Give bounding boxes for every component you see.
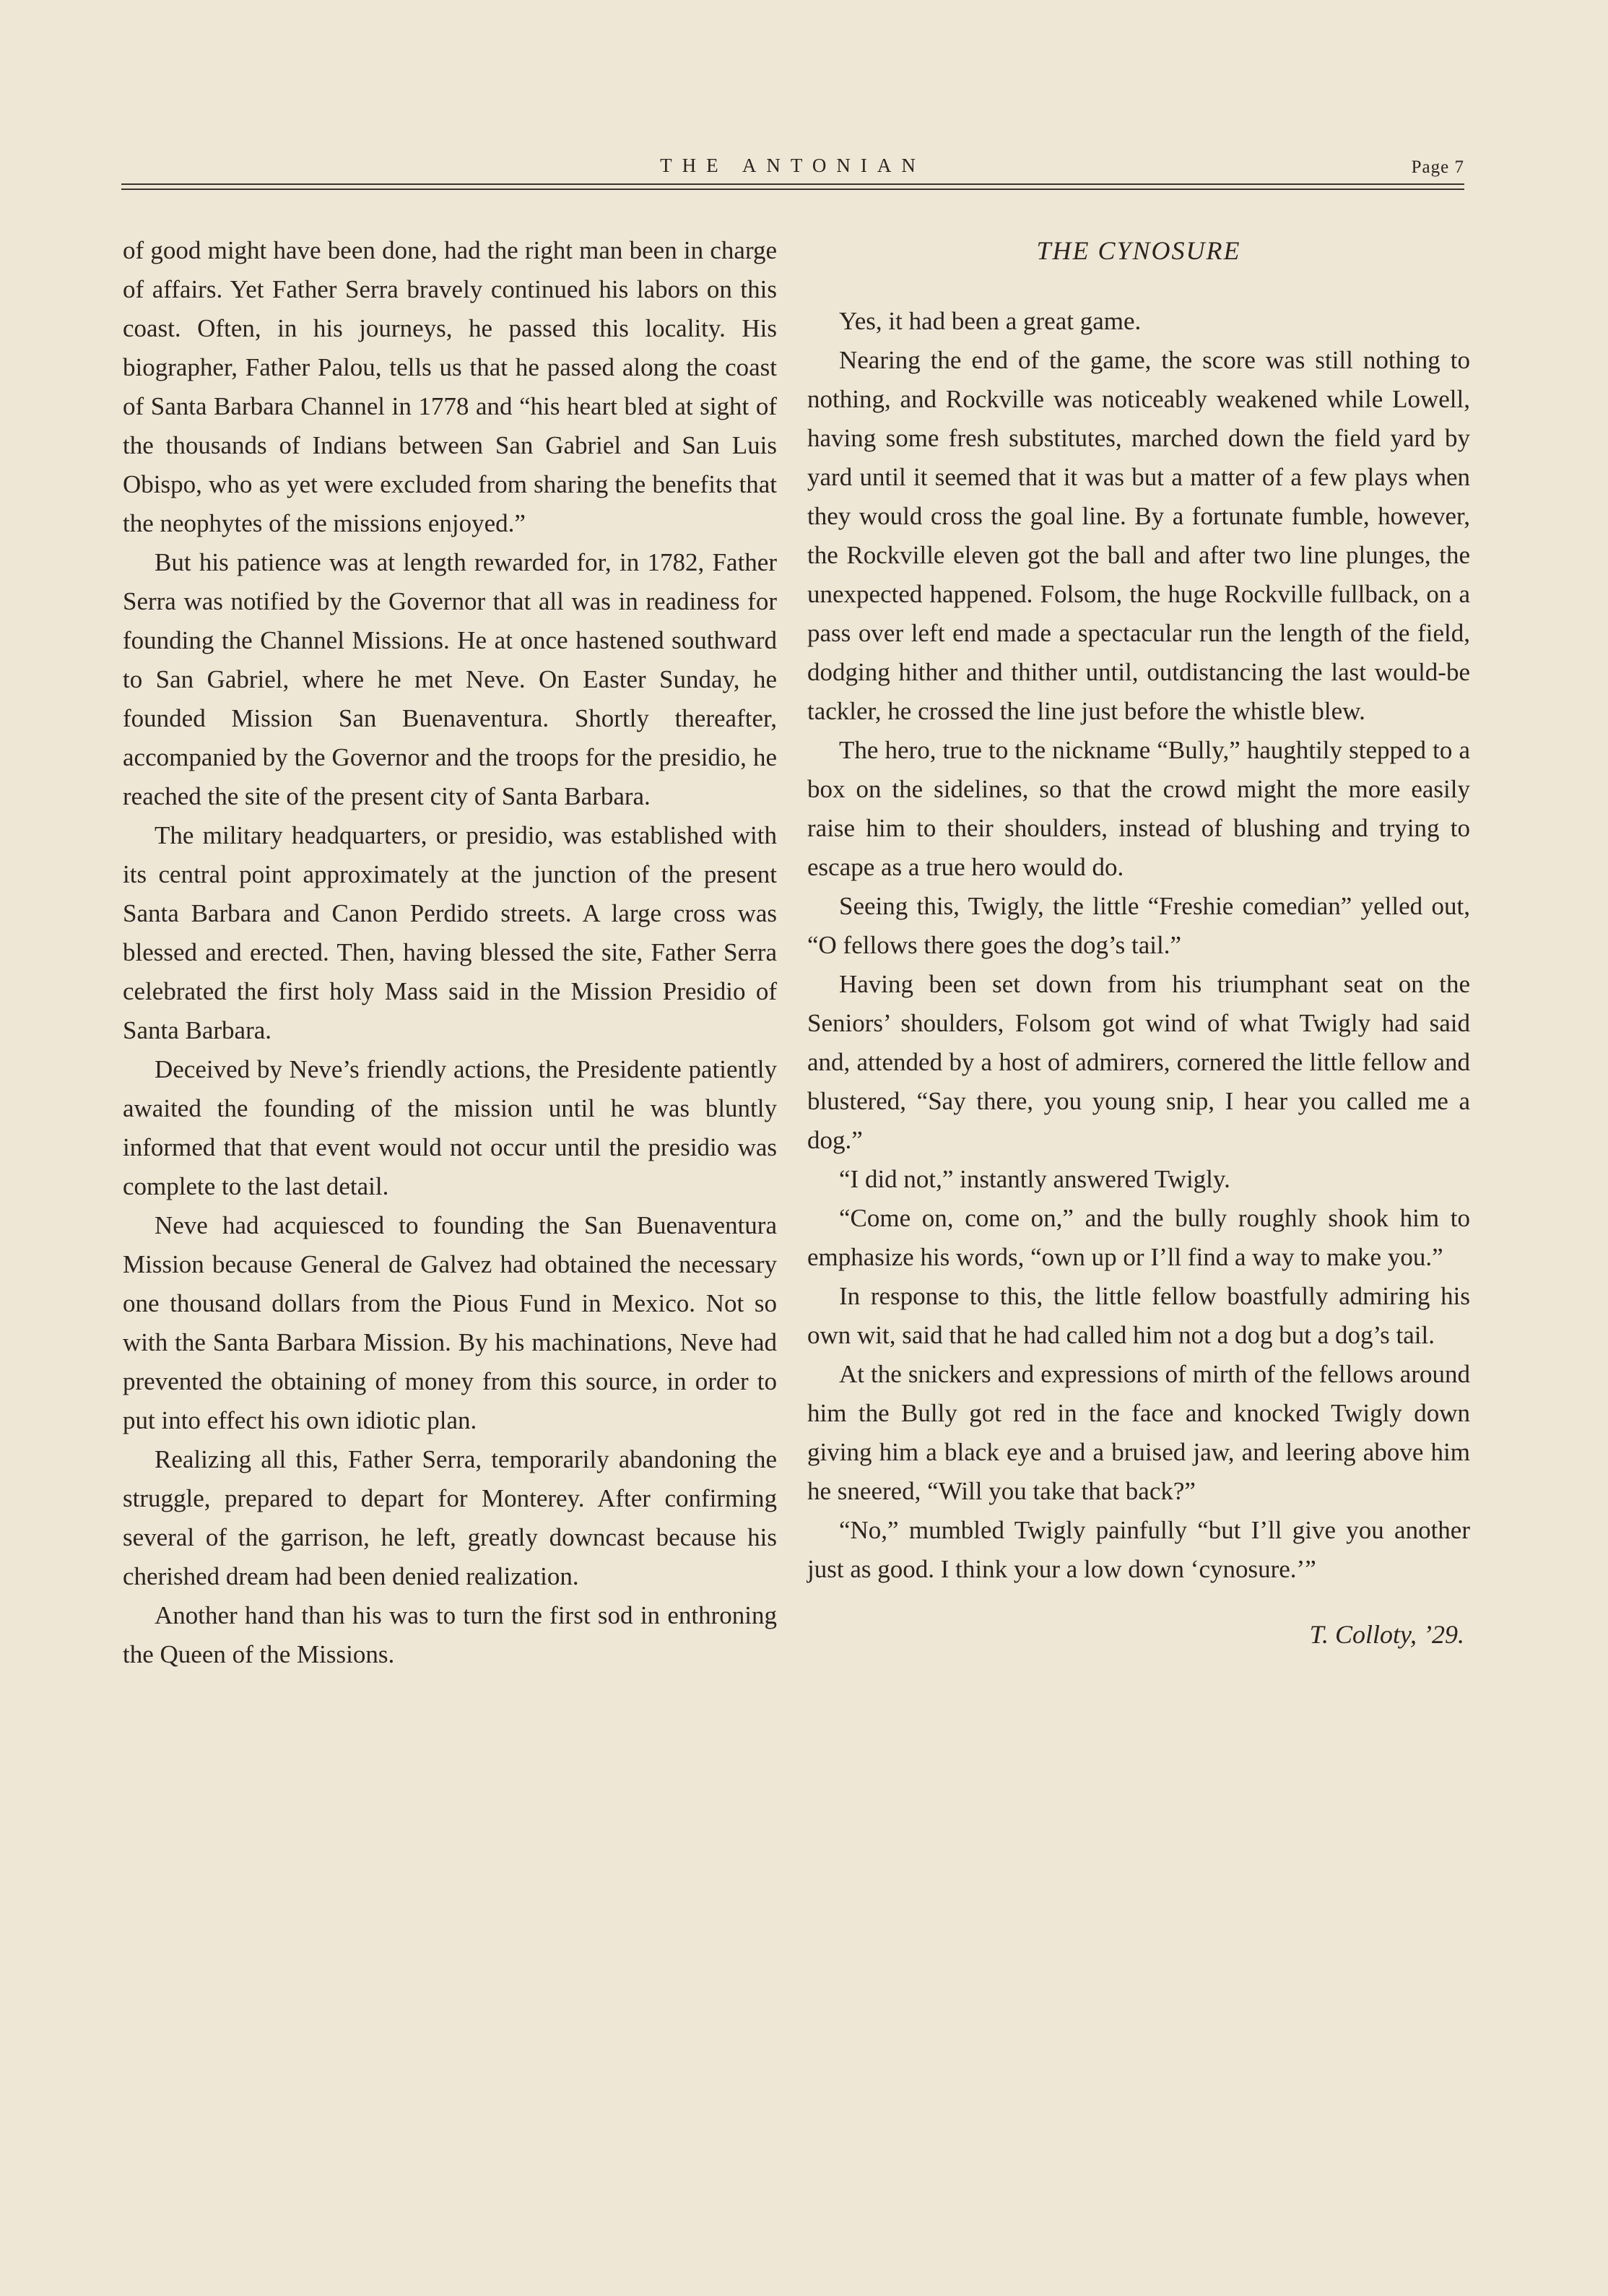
left-paragraph: Neve had acquiesced to founding the San Buenaventura Mission because General de Galvez had obtained the necessary one thousand dollars from the Pious Fund in Mexico. Not so with the Santa Barbara Mission. By his machinations, Neve had prevented the obtaining of money from this source, in order to put into effect his own idiotic plan. xyxy=(123,1211,777,1434)
header-rule-top xyxy=(121,183,1464,185)
left-paragraph: But his patience was at length rewarded for, in 1782, Father Serra was notified by the Governor that all was in readiness for founding the Channel Missions. He at once hastened southward to San Gabriel, where he met Neve. On Easter Sunday, he founded Mission San Buenaventura. Shortly thereafter, accompanied by the Governor and the troops for the presidio, he reached the site of the present city of Santa Barbara. xyxy=(123,548,777,810)
left-column xyxy=(123,231,777,1674)
left-paragraph: of good might have been done, had the right man been in charge of affairs. Yet Father Serra bravely continued his labors on this coast. Often, in his journeys, he passed this locality. His biographer, Father Palou, tells us that he passed along the coast of Santa Barbara Channel in 1778 and “his heart bled at sight of the thousands of Indians between San Gabriel and San Luis Obispo, who as yet were excluded from sharing the benefits that the neophytes of the missions enjoyed.” xyxy=(123,236,777,537)
publication-title: THE ANTONIAN xyxy=(660,155,926,176)
story-paragraph: In response to this, the little fellow boastfully admiring his own wit, said that he had called him not a dog but a dog’s tail. xyxy=(807,1282,1470,1349)
story-paragraph: “No,” mumbled Twigly painfully “but I’ll give you another just as good. I think your a low down ‘cynosure.’” xyxy=(807,1516,1470,1583)
story-paragraph: “I did not,” instantly answered Twigly. xyxy=(839,1165,1230,1193)
author-byline: T. Colloty, ’29. xyxy=(1309,1620,1464,1649)
story-title: THE CYNOSURE xyxy=(1036,236,1241,265)
left-paragraph: Another hand than his was to turn the first sod in enthroning the Queen of the Missions. xyxy=(123,1601,777,1668)
story-paragraph: The hero, true to the nickname “Bully,” haughtily stepped to a box on the sidelines, so that the crowd might the more easily raise him to their shoulders, instead of blushing and trying to escape as a true hero would do. xyxy=(807,736,1470,881)
header-rule-bottom xyxy=(121,189,1464,190)
page-number: Page 7 xyxy=(1411,157,1464,177)
story-paragraph: “Come on, come on,” and the bully roughly shook him to emphasize his words, “own up or I’ll find a way to make you.” xyxy=(807,1204,1470,1271)
story-paragraph: Having been set down from his triumphant seat on the Seniors’ shoulders, Folsom got wind of what Twigly had said and, attended by a host of admirers, cornered the little fellow and blustered, “Say there, you young snip, I hear you called me a dog.” xyxy=(807,970,1470,1154)
story-paragraph: Seeing this, Twigly, the little “Freshie comedian” yelled out, “O fellows there goes the dog’s tail.” xyxy=(807,892,1470,959)
story-paragraph: Yes, it had been a great game. xyxy=(839,307,1142,335)
left-paragraph: Realizing all this, Father Serra, temporarily abandoning the struggle, prepared to depart for Monterey. After confirming several of the garrison, he left, greatly downcast because his cherished dream had been denied realization. xyxy=(123,1445,777,1590)
right-column xyxy=(807,231,1470,1654)
left-paragraph: The military headquarters, or presidio, was established with its central point approximately at the junction of the present Santa Barbara and Canon Perdido streets. A large cross was blessed and erected. Then, having blessed the site, Father Serra celebrated the first holy Mass said in the Mission Presidio of Santa Barbara. xyxy=(123,821,777,1044)
left-paragraph: Deceived by Neve’s friendly actions, the Presidente patiently awaited the founding of the mission until he was bluntly informed that that event would not occur until the presidio was complete to the last detail. xyxy=(123,1055,777,1200)
story-paragraph: Nearing the end of the game, the score was still nothing to nothing, and Rockville was noticeably weakened while Lowell, having some fresh substitutes, marched down the field yard by yard until it seemed that it was but a matter of a few plays when they would cross the goal line. By a fortunate fumble, however, the Rockville eleven got the ball and after two line plunges, the unexpected happened. Folsom, the huge Rockville fullback, on a pass over left end made a spectacular run the length of the field, dodging hither and thither until, outdistancing the last would-be tackler, he crossed the line just before the whistle blew. xyxy=(807,346,1470,725)
story-paragraph: At the snickers and expressions of mirth of the fellows around him the Bully got red in the face and knocked Twigly down giving him a black eye and a bruised jaw, and leering above him he sneered, “Will you take that back?” xyxy=(807,1360,1470,1505)
page-header xyxy=(121,155,1464,183)
